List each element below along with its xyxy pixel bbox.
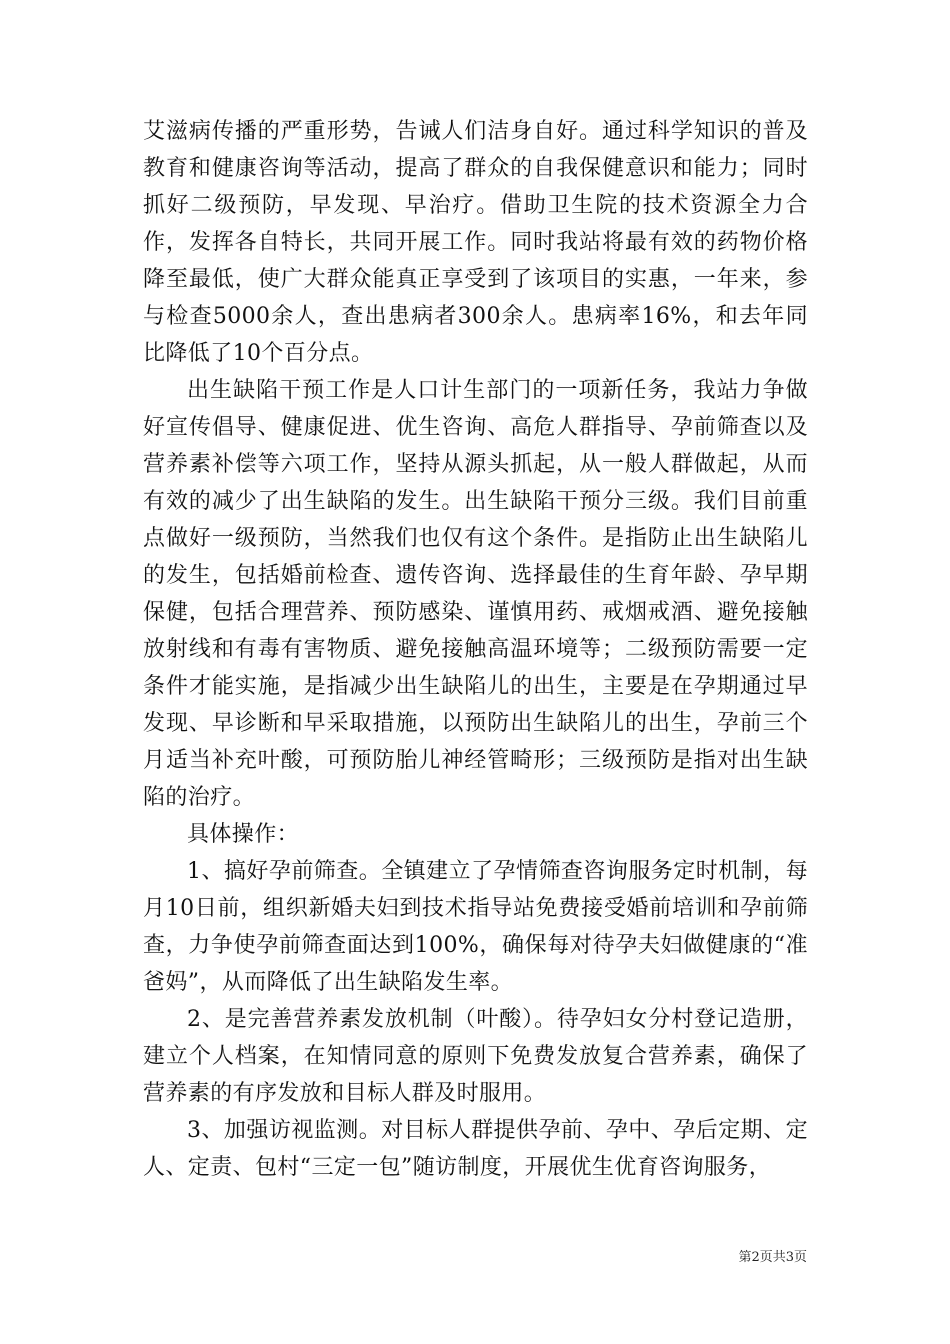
- paragraph-item-3-visit-monitoring: 3、加强访视监测。对目标人群提供孕前、孕中、孕后定期、定人、定责、包村“三定一包”随访制度，开展优生优育咨询服务，: [143, 1118, 808, 1180]
- paragraph-aids-prevention: 艾滋病传播的严重形势，告诫人们洁身自好。通过科学知识的普及教育和健康咨询等活动，提高了群众的自我保健意识和能力；同时抓好二级预防，早发现、早治疗。借助卫生院的技术资源全力合作，发挥各自特长，共同开展工作。同时我站将最有效的药物价格降至最低，使广大群众能真正享受到了该项目的实惠，一年来，参与检查5000余人，查出患病者300余人。患病率16%，和去年同比降低了10个百分点。: [143, 119, 808, 366]
- page-number-footer: 第2页共3页: [738, 1250, 807, 1265]
- paragraph-birth-defect-intervention: 出生缺陷干预工作是人口计生部门的一项新任务，我站力争做好宣传倡导、健康促进、优生咨询、高危人群指导、孕前筛查以及营养素补偿等六项工作，坚持从源头抓起，从一般人群做起，从而有效的减少了出生缺陷的发生。出生缺陷干预分三级。我们目前重点做好一级预防，当然我们也仅有这个条件。是指防止出生缺陷儿的发生，包括婚前检查、遗传咨询、选择最佳的生育年龄、孕早期保健，包括合理营养、预防感染、谨慎用药、戒烟戒酒、避免接触放射线和有毒有害物质、避免接触高温环境等；二级预防需要一定条件才能实施，是指减少出生缺陷儿的出生，主要是在孕期通过早发现、早诊断和早采取措施，以预防出生缺陷儿的出生，孕前三个月适当补充叶酸，可预防胎儿神经管畸形；三级预防是指对出生缺陷的治疗。: [143, 378, 808, 810]
- paragraph-specific-operations-heading: 具体操作：: [187, 822, 300, 847]
- document-body: [143, 113, 808, 1186]
- paragraph-item-1-prepregnancy-screening: 1、搞好孕前筛查。全镇建立了孕情筛查咨询服务定时机制，每月10日前，组织新婚夫妇到技术指导站免费接受婚前培训和孕前筛查，力争使孕前筛查面达到100%，确保每对待孕夫妇做健康的“准爸妈”，从而降低了出生缺陷发生率。: [143, 859, 808, 995]
- paragraph-item-2-nutrient-distribution: 2、是完善营养素发放机制（叶酸）。待孕妇女分村登记造册，建立个人档案，在知情同意的原则下免费发放复合营养素，确保了营养素的有序发放和目标人群及时服用。: [143, 1007, 808, 1106]
